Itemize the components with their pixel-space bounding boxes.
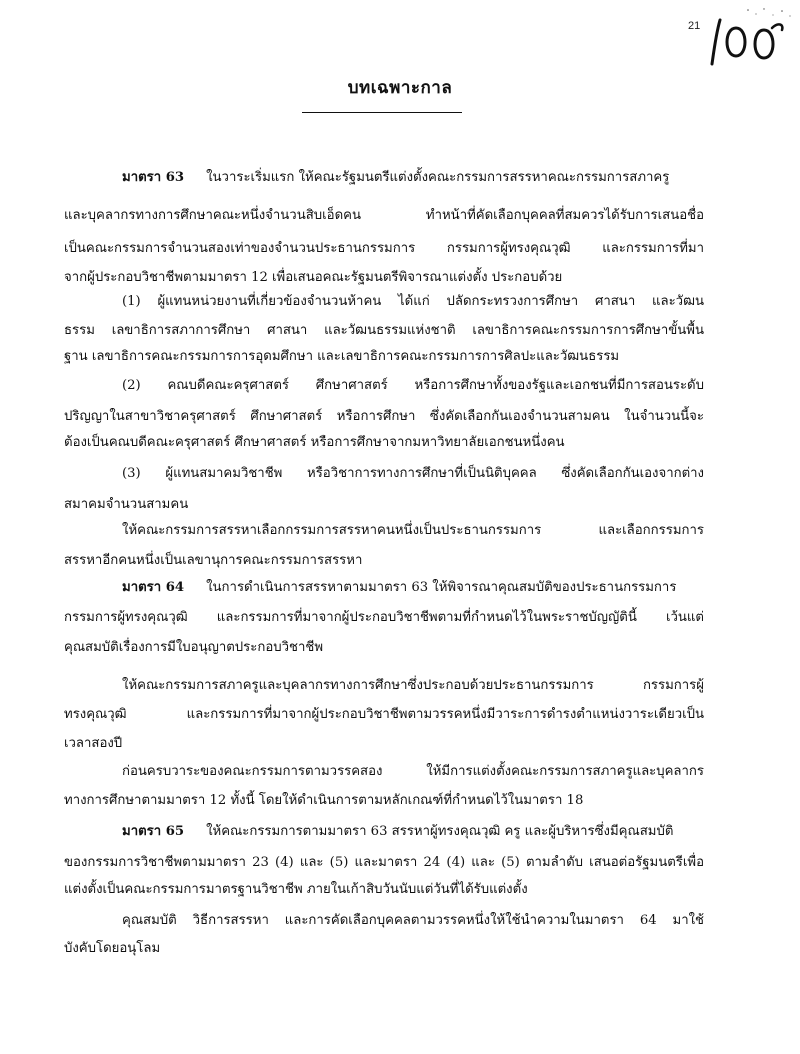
section-63-heading: มาตรา 63 bbox=[122, 170, 185, 185]
section-65-line-1 bbox=[122, 822, 673, 842]
section-64-heading: มาตรา 64 bbox=[122, 580, 185, 595]
item-2-line-3: ต้องเป็นคณบดีคณะครุศาสตร์ ศึกษาศาสตร์ หรือการศึกษาจากมหาวิทยาลัยเอกชนหนึ่งคน bbox=[64, 435, 565, 450]
section-65-heading: มาตรา 65 bbox=[122, 824, 185, 839]
section-63-line-4: จากผู้ประกอบวิชาชีพตามมาตรา 12 เพื่อเสนอคณะรัฐมนตรีพิจารณาแต่งตั้ง ประกอบด้วย bbox=[64, 270, 563, 285]
page-title: บทเฉพาะกาล bbox=[347, 78, 453, 98]
term-paragraph-line-2: ทรงคุณวุฒิ และกรรมการที่มาจากผู้ประกอบวิชาชีพตามวรรคหนึ่งมีวาระการดำรงตำแหน่งวาระเดียวเป็น bbox=[64, 707, 704, 722]
qualification-paragraph-line-1: คุณสมบัติ วิธีการสรรหา และการคัดเลือกบุคคลตามวรรคหนึ่งให้ใช้นำความในมาตรา 64 มาใช้ bbox=[122, 913, 704, 928]
item-1-line-3: ฐาน เลขาธิการคณะกรรมการการอุดมศึกษา และเลขาธิการคณะกรรมการการศิลปะและวัฒนธรรม bbox=[64, 349, 620, 364]
chair-paragraph-line-2: สรรหาอีกคนหนึ่งเป็นเลขานุการคณะกรรมการสรรหา bbox=[64, 553, 363, 568]
section-65-line-3: แต่งตั้งเป็นคณะกรรมการมาตรฐานวิชาชีพ ภายในเก้าสิบวันนับแต่วันที่ได้รับแต่งตั้ง bbox=[64, 882, 528, 897]
term-paragraph-line-1: ให้คณะกรรมการสภาครูและบุคลากรทางการศึกษาซึ่งประกอบด้วยประธานกรรมการ กรรมการผู้ bbox=[122, 678, 704, 693]
item-3-line-1: (3) ผู้แทนสมาคมวิชาชีพ หรือวิชาการทางการศึกษาที่เป็นนิติบุคคล ซึ่งคัดเลือกกันเองจากต่าง bbox=[122, 466, 704, 481]
item-3-line-2: สมาคมจำนวนสามคน bbox=[64, 497, 189, 512]
appointment-paragraph-line-2: ทางการศึกษาตามมาตรา 12 ทั้งนี้ โดยให้ดำเนินการตามหลักเกณฑ์ที่กำหนดไว้ในมาตรา 18 bbox=[64, 793, 584, 808]
section-64-line-2: กรรมการผู้ทรงคุณวุฒิ และกรรมการที่มาจากผู้ประกอบวิชาชีพตามที่กำหนดไว้ในพระราชบัญญัตินี้ เว้นแต่ bbox=[64, 610, 704, 625]
section-65-line-2: ของกรรมการวิชาชีพตามมาตรา 23 (4) และ (5) และมาตรา 24 (4) และ (5) ตามลำดับ เสนอต่อรัฐมนตรีเพื่อ bbox=[64, 855, 704, 870]
title-underline bbox=[302, 112, 462, 113]
page-number: 21 bbox=[688, 20, 701, 32]
section-64-line-3: คุณสมบัติเรื่องการมีใบอนุญาตประกอบวิชาชีพ bbox=[64, 640, 324, 655]
section-64-text: ในการดำเนินการสรรหาตามมาตรา 63 ให้พิจารณาคุณสมบัติของประธานกรรมการ bbox=[206, 580, 677, 595]
handwritten-page-mark bbox=[706, 14, 786, 68]
scan-speckle bbox=[740, 6, 800, 20]
section-64-line-1 bbox=[122, 578, 676, 598]
qualification-paragraph-line-2: บังคับโดยอนุโลม bbox=[64, 941, 161, 956]
section-63-line-2: และบุคลากรทางการศึกษาคณะหนึ่งจำนวนสิบเอ็ดคน ทำหน้าที่คัดเลือกบุคคลที่สมควรได้รับการเสนอชื่อ bbox=[64, 208, 704, 223]
section-63-line-1 bbox=[122, 168, 669, 188]
section-63-text: ในวาระเริ่มแรก ให้คณะรัฐมนตรีแต่งตั้งคณะกรรมการสรรหาคณะกรรมการสภาครู bbox=[206, 170, 670, 185]
item-1-line-1: (1) ผู้แทนหน่วยงานที่เกี่ยวข้องจำนวนห้าคน ได้แก่ ปลัดกระทรวงการศึกษา ศาสนา และวัฒน bbox=[122, 294, 704, 309]
term-paragraph-line-3: เวลาสองปี bbox=[64, 736, 123, 751]
section-63-line-3: เป็นคณะกรรมการจำนวนสองเท่าของจำนวนประธานกรรมการ กรรมการผู้ทรงคุณวุฒิ และกรรมการที่มา bbox=[64, 241, 704, 256]
item-2-line-2: ปริญญาในสาขาวิชาครุศาสตร์ ศึกษาศาสตร์ หรือการศึกษา ซึ่งคัดเลือกกันเองจำนวนสามคน ในจำนวนนี้จะ bbox=[64, 409, 704, 424]
item-1-line-2: ธรรม เลขาธิการสภาการศึกษา ศาสนา และวัฒนธรรมแห่งชาติ เลขาธิการคณะกรรมการการศึกษาขั้นพื้น bbox=[64, 323, 704, 338]
appointment-paragraph-line-1: ก่อนครบวาระของคณะกรรมการตามวรรคสอง ให้มีการแต่งตั้งคณะกรรมการสภาครูและบุคลากร bbox=[122, 764, 704, 779]
item-2-line-1: (2) คณบดีคณะครุศาสตร์ ศึกษาศาสตร์ หรือการศึกษาทั้งของรัฐและเอกชนที่มีการสอนระดับ bbox=[122, 378, 704, 393]
section-65-text: ให้คณะกรรมการตามมาตรา 63 สรรหาผู้ทรงคุณวุฒิ ครู และผู้บริหารซึ่งมีคุณสมบัติ bbox=[206, 824, 674, 839]
chair-paragraph-line-1: ให้คณะกรรมการสรรหาเลือกกรรมการสรรหาคนหนึ่งเป็นประธานกรรมการ และเลือกกรรมการ bbox=[122, 523, 704, 538]
